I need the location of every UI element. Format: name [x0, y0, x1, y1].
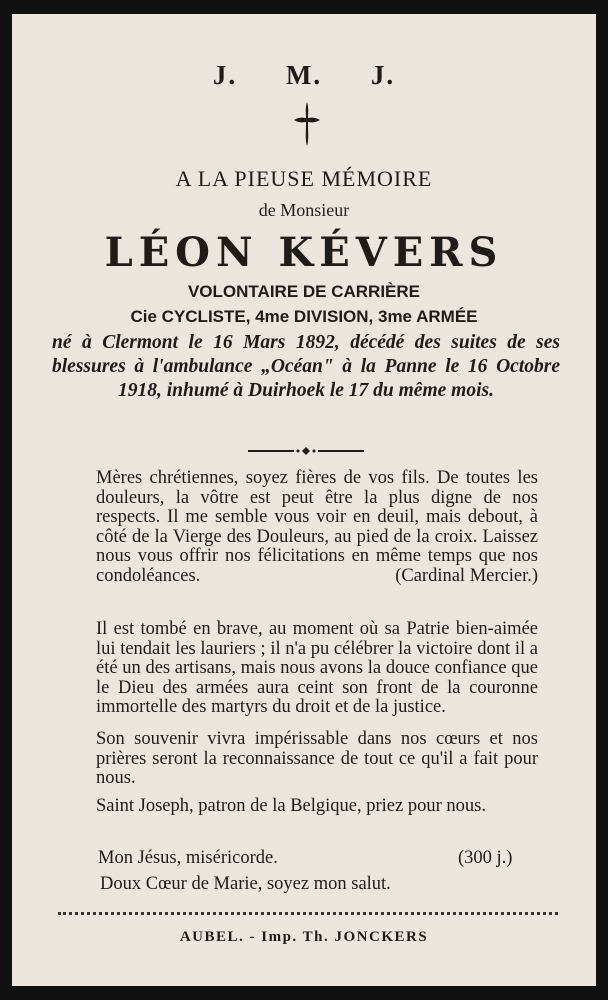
memorial-card: [12, 14, 596, 986]
honorific: de Monsieur: [258, 200, 350, 220]
military-role: VOLONTAIRE DE CARRIÈRE: [187, 282, 421, 301]
paragraph-tribute: Il est tombé en brave, au moment où sa Patrie bien-aimée lui tendait les lauriers ; il n'a pu célébrer la victoire dont il a été un des artisans, mais nous avons la douce confiance que le Dieu des armées aura ceint son front de la couronne immortelle des martyrs du droit et de la justice.: [96, 619, 538, 718]
cross-icon: [293, 100, 321, 148]
prayer-mon-jesus: Mon Jésus, miséricorde.: [98, 848, 278, 868]
indulgence-note: (300 j.): [458, 848, 513, 868]
paragraph-remembrance: Son souvenir vivra impérissable dans nos cœurs et nos prières seront la reconnaissance de tout ce qu'il a fait pour nous.: [96, 729, 538, 789]
text-paragraph: [96, 469, 538, 587]
paragraph-mercier-quote: Mères chrétiennes, soyez fières de vos fils. De toutes les douleurs, la vôtre est peut être la plus digne de nos respects. Il me semble vous voir en deuil, mais debout, à côté de la Vierge des Douleurs, au pied de la croix. Laissez nous vous offrir nos félicitations en même temps que nos condoléances.: [96, 468, 538, 586]
printer-credit: AUBEL. - Imp. Th. JONCKERS: [179, 929, 429, 945]
monogram: J. M. J.: [212, 60, 396, 90]
text-paragraph: [96, 797, 538, 817]
biography: né à Clermont le 16 Mars 1892, décédé des suites de ses blessures à l'ambulance „Océan" à la Panne le 16 Octobre 1918, inhumé à Duirhoek le 17 du même mois.: [52, 332, 560, 401]
prayer-doux-coeur: Doux Cœur de Marie, soyez mon salut.: [100, 874, 391, 894]
memorial-heading: A LA PIEUSE MÉMOIRE: [175, 166, 433, 191]
deceased-name: LÉON KÉVERS: [104, 229, 504, 276]
dotted-divider: [58, 912, 558, 915]
ornament-divider-icon: [248, 446, 364, 456]
military-unit: Cie CYCLISTE, 4me DIVISION, 3me ARMÉE: [130, 307, 478, 326]
text-paragraph: [96, 730, 538, 789]
paragraph-saint-joseph: Saint Joseph, patron de la Belgique, priez pour nous.: [96, 796, 486, 816]
text-paragraph: [96, 620, 538, 718]
quote-attribution: (Cardinal Mercier.): [395, 565, 538, 586]
